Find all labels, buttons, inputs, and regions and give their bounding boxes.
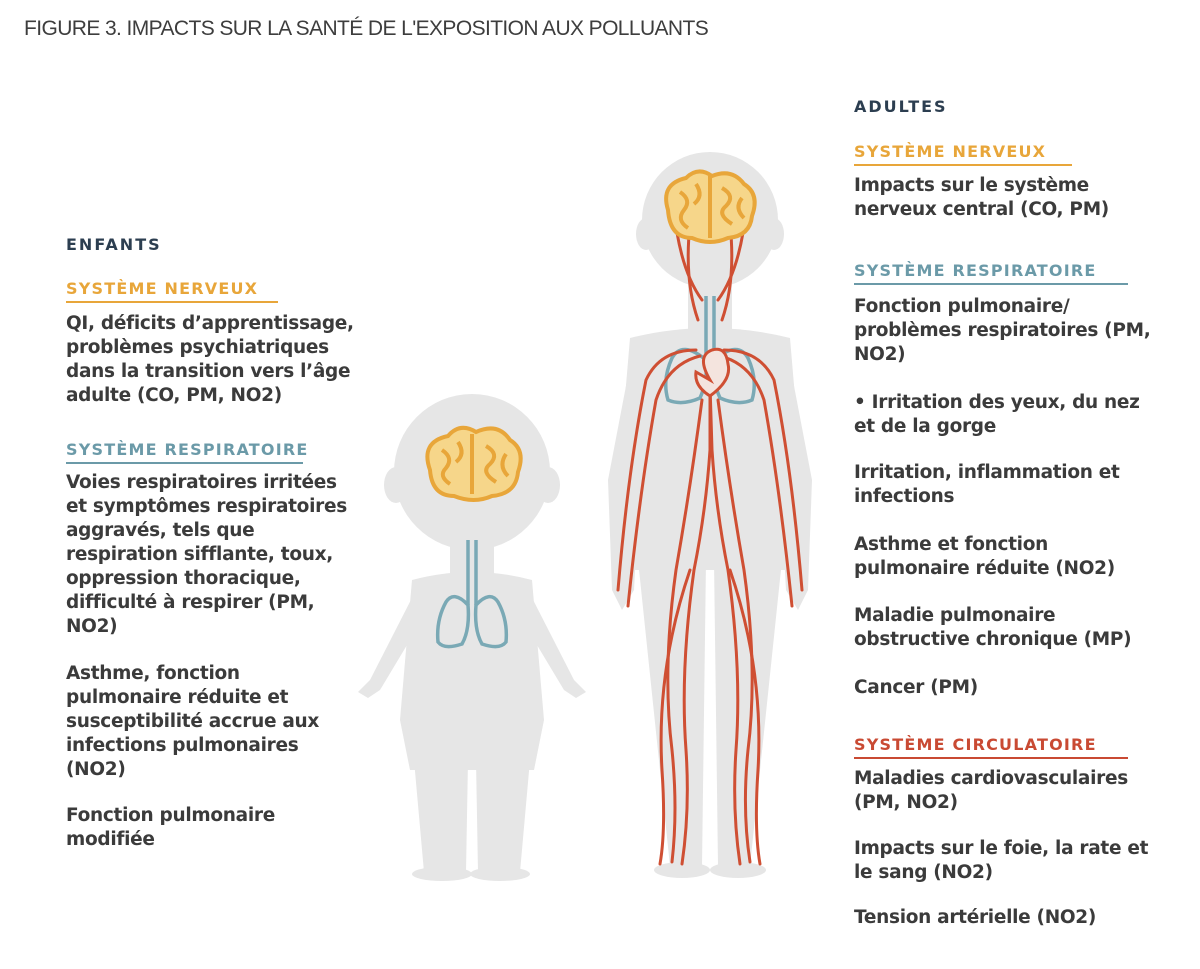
adults-circulatory-item-2: Impacts sur le foie, la rate et le sang (NO2) [854,838,1149,883]
children-nervous-item-1: QI, déficits d’apprentissage, problèmes psychiatriques dans la transition vers l’âge adulte (CO, PM, NO2) [66,313,354,406]
children-respiratory-item-1: Voies respiratoires irritées et symptômes respiratoires aggravés, tels que respiration sifflante, toux, oppression thoracique, difficulté à respirer (PM, NO2) [66,472,347,637]
figure-title: FIGURE 3. IMPACTS SUR LA SANTÉ DE L'EXPOSITION AUX POLLUANTS [24,17,709,40]
adults-label: ADULTES [854,97,948,116]
adults-respiratory-item-3: Irritation, inflammation et infections [854,462,1120,507]
adults-respiratory-item-4: Asthme et fonction pulmonaire réduite (NO2) [854,534,1115,579]
children-nervous-heading: SYSTÈME NERVEUX [66,279,278,303]
child-brain-icon [427,428,520,500]
adults-circulatory-item-1: Maladies cardiovasculaires (PM, NO2) [854,768,1128,813]
adults-nervous-heading: SYSTÈME NERVEUX [854,142,1072,166]
body-illustration [350,150,830,890]
adults-respiratory-item-2: • Irritation des yeux, du nez et de la gorge [854,392,1140,437]
adults-circulatory-heading: SYSTÈME CIRCULATOIRE [854,735,1128,759]
adults-respiratory-item-1: Fonction pulmonaire/ problèmes respiratoires (PM, NO2) [854,296,1151,365]
adults-circulatory-item-3: Tension artérielle (NO2) [854,907,1097,928]
children-label: ENFANTS [66,235,162,254]
children-respiratory-item-2: Asthme, fonction pulmonaire réduite et susceptibilité accrue aux infections pulmonaires (NO2) [66,663,320,780]
adults-respiratory-item-6: Cancer (PM) [854,677,978,698]
adults-nervous-item-1: Impacts sur le système nerveux central (CO, PM) [854,175,1109,220]
adults-respiratory-heading: SYSTÈME RESPIRATOIRE [854,261,1128,285]
children-respiratory-heading: SYSTÈME RESPIRATOIRE [66,440,303,464]
children-respiratory-item-3: Fonction pulmonaire modifiée [66,805,275,850]
adult-brain-icon [666,171,755,242]
adults-respiratory-item-5: Maladie pulmonaire obstructive chronique (MP) [854,605,1132,650]
